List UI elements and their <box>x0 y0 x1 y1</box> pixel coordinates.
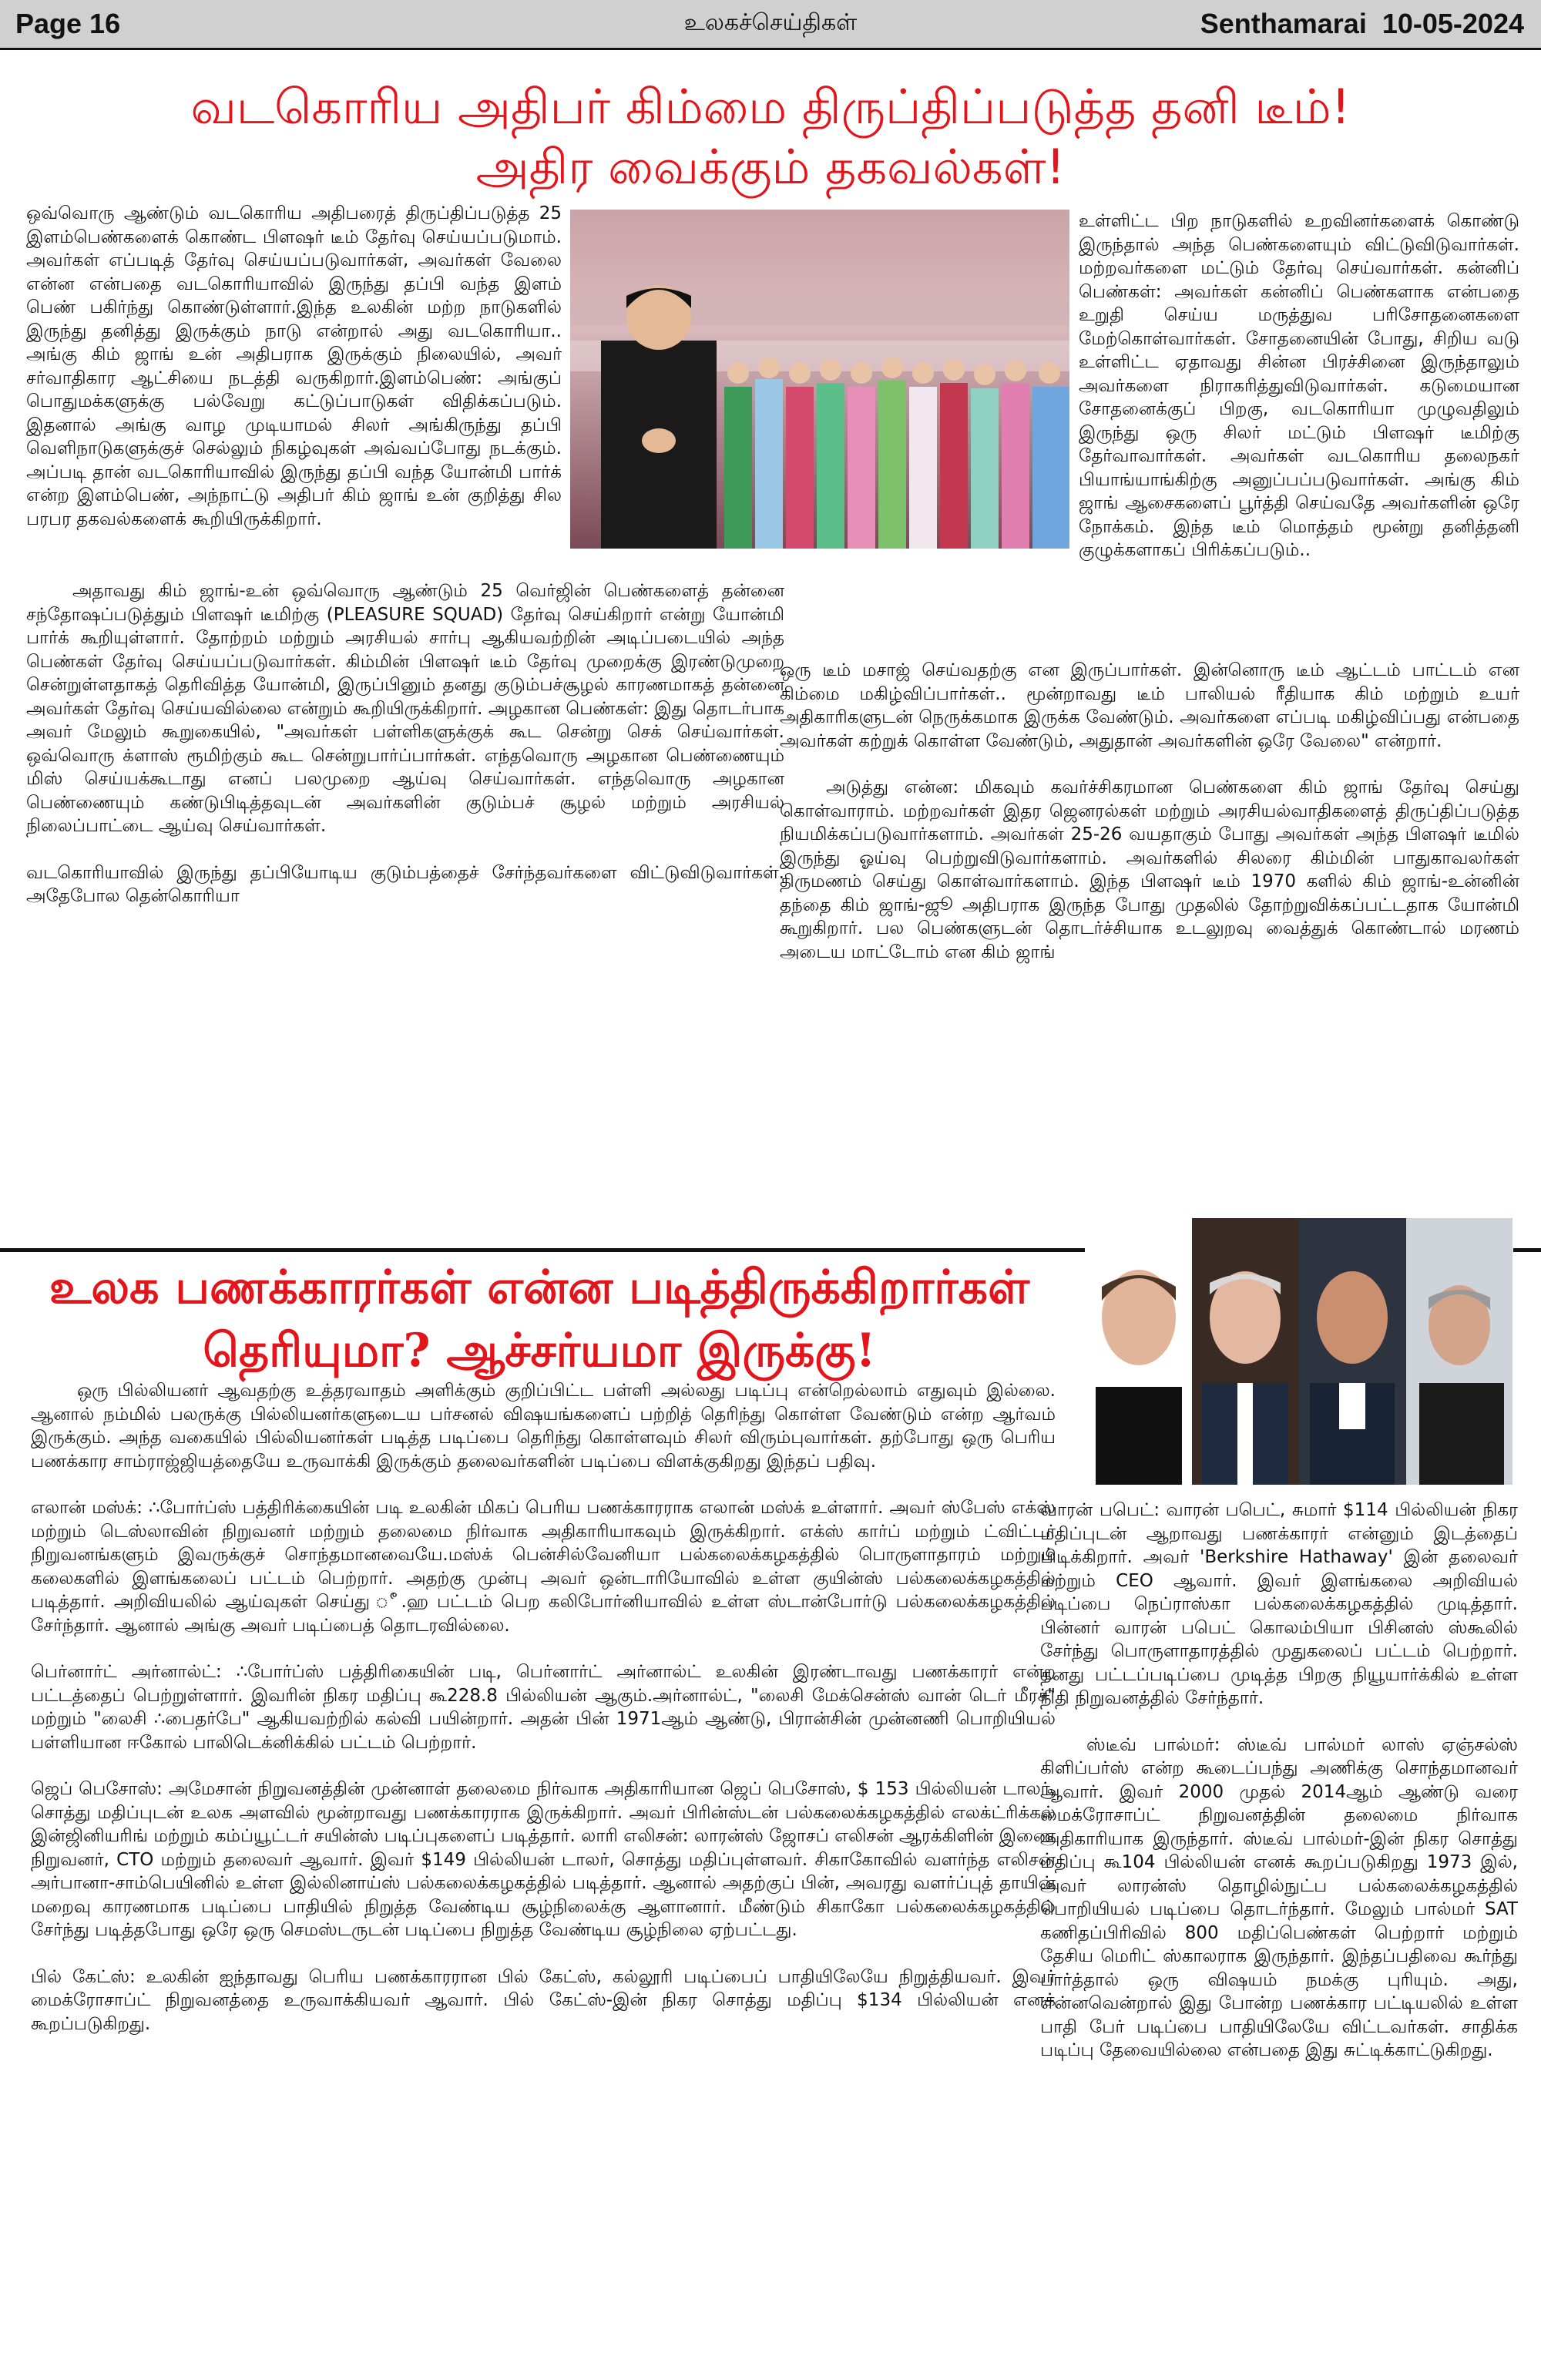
article2-paragraph: ஒரு பில்லியனர் ஆவதற்கு உத்தரவாதம் அளிக்கும் குறிப்பிட்ட பள்ளி அல்லது படிப்பு என்றெல்லாம் எதுவும் இல்லை. ஆனால் நம்மில் பலருக்கு பில்லியனர்களுடைய பர்சனல் விஷயங்களைப் பற்றித் தெரிந்து கொள்ள வேண்டும் என்ற ஆர்வம் இருக்கும். அந்த வகையில் பில்லியனர்கள் படித்த படிப்பை தெரிந்து கொள்ளவும் சிலர் விரும்புவார்கள். தற்போது ஒரு பெரிய பணக்கார சாம்ராஜ்ஜியத்தையே உருவாக்கி இருக்கும் தலைவர்களின் படிப்பை விளக்குகிறது இந்தப் பதிவு. <box>31 1381 1056 1472</box>
article2-paragraph: வாரன் பபெட்: வாரன் பபெட், சுமார் $114 பில்லியன் நிகர மதிப்புடன் ஆறாவது பணக்காரர் என்னும் இடத்தைப் பிடிக்கிறார். அவர் 'Berkshire Hathaway' இன் தலைவர் மற்றும் CEO ஆவார். இவர் இளங்கலை அறிவியல் படிப்பை நெப்ராஸ்கா பல்கலைக்கழகத்தில் முடித்தார். பின்னர் வாரன் பபெட் கொலம்பியா பிசினஸ் ஸ்கூலில் சேர்ந்து பொருளாதாரத்தில் முதுகலைப் பட்டம் பெற்றார். தனது பட்டப்படிப்பை முடித்த பிறகு நியூயார்க்கில் உள்ள நிதி நிறுவனத்தில் சேர்ந்தார். <box>1040 1500 1518 1708</box>
article1-paragraph: வடகொரியாவில் இருந்து தப்பியோடிய குடும்பத்தைச் சேர்ந்தவர்களை விட்டுவிடுவார்கள். அதேபோல தென்கொரியா <box>26 862 784 906</box>
article2-paragraph: பில் கேட்ஸ்: உலகின் ஐந்தாவது பெரிய பணக்காரரான பில் கேட்ஸ், கல்லூரி படிப்பைப் பாதியிலேயே நிறுத்தியவர். இவர் மைக்ரோசாப்ட் நிறுவனத்தை உருவாக்கியவர் ஆவார். பில் கேட்ஸ்-இன் நிகர சொத்து மதிப்பு $134 பில்லியன் எனக் கூறப்படுகிறது. <box>31 1966 1056 2034</box>
paper-name: Senthamarai <box>1200 8 1367 39</box>
billionaires-portraits-illustration <box>1085 1217 1513 1485</box>
article1-paragraph: உள்ளிட்ட பிற நாடுகளில் உறவினர்களைக் கொண்டு இருந்தால் அந்த பெண்களையும் விட்டுவிடுவார்கள். மற்றவர்களை மட்டும் தேர்வு செய்வார்கள். கன்னிப் பெண்கள்: அவர்கள் கன்னிப் பெண்களாக என்பதை உறுதி செய்ய மருத்துவ பரிசோதனைகளை மேற்கொள்வார்கள். சோதனையின் போது, சிறிய வடு உள்ளிட்ட ஏதாவது சின்ன பிரச்சினை இருந்தாலும் அவர்களை நிராகரித்துவிடுவார்கள். கடுமையான சோதனைக்குப் பிறகு, வடகொரியா முழுவதிலும் இருந்து ஒரு சிலர் மட்டும் பிளஷர் டீமிற்கு தேர்வாவார்கள். அவர்கள் வடகொரிய தலைநகர் பியாங்யாங்கிற்கு அனுப்பப்படுவார்கள். அங்கு கிம் ஜாங் ஆசைகளைப் பூர்த்தி செய்வதே அவர்களின் ஒரே நோக்கம். இந்த டீம் மொத்தம் மூன்று தனித்தனி குழுக்களாகப் பிரிக்கப்படும்.. <box>1079 211 1519 560</box>
article2-paragraph: பெர்னார்ட் அர்னால்ட்: ∴போர்ப்ஸ் பத்திரிகையின் படி, பெர்னார்ட் அர்னால்ட் உலகின் இரண்டாவது பணக்காரர் என்ற பட்டத்தைப் பெற்றுள்ளார். இவரின் நிகர மதிப்பு கூ228.8 பில்லியன் ஆகும்.அர்னால்ட், "லைசி மேக்சென்ஸ் வான் டெர் மீரச்" மற்றும் "லைசி ∴பைதர்பே" ஆகியவற்றில் கல்வி பயின்றார். அதன் பின் 1971ஆம் ஆண்டு, பிரான்சின் முன்னணி பொறியியல் பள்ளியான ஈகோல் பாலிடெக்னிக்கில் பட்டம் பெற்றார். <box>31 1662 1056 1753</box>
article2-paragraph: ஸ்டீவ் பால்மர்: ஸ்டீவ் பால்மர் லாஸ் ஏஞ்சல்ஸ் கிளிப்பர்ஸ் என்ற கூடைப்பந்து அணிக்கு சொந்தமானவர் ஆவார். இவர் 2000 முதல் 2014ஆம் ஆண்டு வரை மைக்ரோசாப்ட் நிறுவனத்தின் தலைமை நிர்வாக அதிகாரியாக இருந்தார். ஸ்டீவ் பால்மர்-இன் நிகர சொத்து மதிப்பு கூ104 பில்லியன் எனக் கூறப்படுகிறது 1973 இல், அவர் லாரன்ஸ் தொழில்நுட்ப பல்கலைக்கழகத்தில் பொறியியல் படிப்பை தொடர்ந்தார். மேலும் பால்மர் SAT கணிதப்பிரிவில் 800 மதிப்பெண்கள் பெற்றார் மற்றும் தேசிய மெரிட் ஸ்காலராக இருந்தார். இந்தப்பதிவை கூர்ந்து பார்த்தால் ஒரு விஷயம் நமக்கு புரியும். அது, என்னவென்றால் இது போன்ற பணக்கார பட்டியலில் உள்ள பாதி பேர் படிப்பை பாதியிலேயே விட்டவர்கள். சாதிக்க படிப்பு தேவையில்லை என்பதை இது சுட்டிக்காட்டுகிறது. <box>1040 1734 1518 2060</box>
article2-side-column <box>1040 1499 1518 2373</box>
article1-paragraph: அதாவது கிம் ஜாங்-உன் ஒவ்வொரு ஆண்டும் 25 வெர்ஜின் பெண்களைத் தன்னை சந்தோஷப்படுத்தும் பிளஷர் டீமிற்கு (PLEASURE SQUAD) தேர்வு செய்கிறார் என்று யோன்மி பார்க் கூறியுள்ளார். தோற்றம் மற்றும் அரசியல் சார்பு ஆகியவற்றின் அடிப்படையில் அந்த பெண்கள் தேர்வு செய்யப்படுவார்கள். கிம்மின் பிளஷர் டீம் தேர்வு முறைக்கு இரண்டுமுறை சென்றுள்ளதாகத் தெரிவித்த யோன்மி, இருப்பினும் தனது குடும்பச்சூழல் காரணமாகத் தன்னை அவர்கள் தேர்வு செய்யவில்லை என்றும் கூறியிருக்கிறார். அழகான பெண்கள்: இது தொடர்பாக அவர் மேலும் கூறுகையில், "அவர்கள் பள்ளிகளுக்குக் கூட சென்று செக் செய்வார்கள். ஒவ்வொரு க்ளாஸ் ரூமிற்கும் கூட சென்றுபார்ப்பார்கள். எந்தவொரு அழகான பெண்ணையும் மிஸ் செய்யக்கூடாது எனப் பலமுறை ஆய்வு செய்வார்கள். எந்தவொரு அழகான பெண்ணையும் கண்டுபிடித்தவுடன் அவர்களின் குடும்பச் சூழல் மற்றும் அரசியல் நிலைப்பாட்டை ஆய்வு செய்வார்கள். <box>26 581 784 836</box>
article1-paragraph: ஒரு டீம் மசாஜ் செய்வதற்கு என இருப்பார்கள். இன்னொரு டீம் ஆட்டம் பாட்டம் என கிம்மை மகிழ்விப்பார்கள்.. மூன்றாவது டீம் பாலியல் ரீதியாக கிம் மற்றும் உயர் அதிகாரிகளுடன் நெருக்கமாக இருக்க வேண்டும். அவர்களை எப்படி மகிழ்விப்பது என்பதை அவர்கள் கற்றுக் கொள்ள வேண்டும், அதுதான் அவர்களின் ஒரே வேலை" என்றார். <box>780 660 1519 751</box>
article2-headline <box>31 1256 1048 1382</box>
article1-headline-line1: வடகொரிய அதிபர் கிம்மை திருப்திப்படுத்த தனி டீம்! <box>190 79 1351 135</box>
article1-headline-line2: அதிர வைக்கும் தகவல்கள்! <box>475 139 1066 195</box>
page-number: Page 16 <box>15 8 121 39</box>
article1-paragraph: அடுத்து என்ன: மிகவும் கவர்ச்சிகரமான பெண்களை கிம் ஜாங் தேர்வு செய்து கொள்வாராம். மற்றவர்கள் இதர ஜெனரல்கள் மற்றும் அரசியல்வாதிகளைத் திருப்திப்படுத்த நியமிக்கப்படுவார்களாம். அவர்கள் 25-26 வயதாகும் போது அவர்கள் அந்த பிளஷர் டீமில் இருந்து ஓய்வு பெற்றுவிடுவார்களாம். அவர்களில் சிலரை கிம்மின் பாதுகாவலர்கள் திருமணம் செய்து கொள்வார்களாம். இந்த பிளஷர் டீம் 1970 களில் கிம் ஜாங்-உன்னின் தந்தை கிம் ஜாங்-ஜூ அதிபராக இருந்த போது முதலில் தோற்றுவிக்கப்பட்டதாக யோன்மி கூறுகிறார். பல பெண்களுடன் தொடர்ச்சியாக உடலுறவு வைத்துக் கொண்டால் மரணம் அடைய மாட்டோம் என கிம் ஜாங் <box>780 777 1519 962</box>
article2-paragraph: எலான் மஸ்க்: ∴போர்ப்ஸ் பத்திரிக்கையின் படி உலகின் மிகப் பெரிய பணக்காரராக எலான் மஸ்க் உள்ளார். அவர் ஸ்பேஸ் எக்ஸ் மற்றும் டெஸ்லாவின் நிறுவனர் மற்றும் தலைமை நிர்வாக அதிகாரியாகவும் இருக்கிறார். எக்ஸ் கார்ப் மற்றும் ட்விட்டர் நிறுவனங்களும் இவருக்குச் சொந்தமானவையே.மஸ்க் பென்சில்வேனியா பல்கலைக்கழகத்தில் பொருளாதாரம் மற்றும் கலைகளில் இளங்கலைப் பட்டம் பெற்றார். அதற்கு முன்பு அவர் ஒன்டாரியோவில் உள்ள குயின்ஸ் பல்கலைக்கழகத்தில் படித்தார். அறிவியலில் ஆய்வுகள் செய்து ீ.ஹ பட்டம் பெற கலிபோர்னியாவில் உள்ள ஸ்டான்போர்டு பல்கலைக்கழகத்தில் சேர்ந்தார். ஆனால் அங்கு அவர் படிப்பைத் தொடரவில்லை. <box>31 1498 1056 1636</box>
article1-headline <box>23 77 1518 197</box>
article2-headline-line2: தெரியுமா? ஆச்சர்யமா இருக்கு! <box>203 1324 876 1378</box>
kim-jong-un-group-photo <box>570 210 1069 549</box>
article1-lead-text <box>26 202 562 556</box>
billionaires-portraits-photo <box>1085 1217 1513 1485</box>
article1-paragraph: ஒவ்வொரு ஆண்டும் வடகொரிய அதிபரைத் திருப்திப்படுத்த 25 இளம்பெண்களைக் கொண்ட பிளஷர் டீம் தேர்வு செய்யப்படுமாம். அவர்கள் எப்படித் தேர்வு செய்யப்படுவார்கள், அவர்கள் வேலை என்ன என்பதை வடகொரியாவில் இருந்து தப்பி வந்த இளம் பெண் பகிர்ந்து கொண்டுள்ளார்.இந்த உலகின் மற்ற நாடுகளில் இருந்து தனித்து இருக்கும் நாடு என்றால் அது வடகொரியா.. அங்கு கிம் ஜாங் உன் அதிபராக இருக்கும் நிலையில், அவர் சர்வாதிகார ஆட்சியை நடத்தி வருகிறார்.இளம்பெண்: அங்குப் பொதுமக்களுக்கு பல்வேறு கட்டுப்பாடுகள் விதிக்கப்படும். இதனால் அங்கு வாழ முடியாமல் சிலர் அங்கிருந்து தப்பி வெளிநாடுகளுக்குச் செல்லும் நிகழ்வுகள் அவ்வப்போது நடக்கும். அப்படி தான் வடகொரியாவில் இருந்து தப்பி வந்த யோன்மி பார்க் என்ற இளம்பெண், அந்நாட்டு அதிபர் கிம் ஜாங் உன் குறித்து சில பரபர தகவல்களைக் கூறியிருக்கிறார். <box>26 203 562 529</box>
article2-paragraph: ஜெப் பெசோஸ்: அமேசான் நிறுவனத்தின் முன்னாள் தலைமை நிர்வாக அதிகாரியான ஜெப் பெசோஸ், $ 153 பில்லியன் டாலர், சொத்து மதிப்புடன் உலக அளவில் மூன்றாவது பணக்காரராக இருக்கிறார். அவர் பிரின்ஸ்டன் பல்கலைக்கழகத்தில் எலக்ட்ரிக்கல் இன்ஜினியரிங் மற்றும் கம்ப்யூட்டர் சயின்ஸ் படிப்புகளைப் படித்தார். லாரி எலிசன்: லாரன்ஸ் ஜோசப் எலிசன் ஆரக்கிளின் இணை நிறுவனர், CTO மற்றும் தலைவர் ஆவார். இவர் $149 பில்லியன் டாலர், சொத்து மதிப்புள்ளவர். சிகாகோவில் வளர்ந்த எலிசன் அர்பானா-சாம்பெயினில் உள்ள இல்லினாய்ஸ் பல்கலைக்கழகத்தில் படித்தார். ஆனால் அதற்குப் பின், அவரது வளர்ப்புத் தாயின் மறைவு காரணமாக படிப்பை பாதியில் நிறுத்த வேண்டிய சூழ்நிலைக்கு ஆளானார். மீண்டும் சிகாகோ பல்கலைக்கழகத்தில் சேர்ந்து படித்தபோது ஒரே ஒரு செமஸ்டருடன் படிப்பை நிறுத்த வேண்டிய சூழ்நிலை ஏற்பட்டது. <box>31 1779 1056 1940</box>
article1-right-wrap <box>1079 210 1519 595</box>
page-header <box>0 0 1541 50</box>
paper-name-date <box>1200 8 1524 40</box>
article1-right-column <box>780 659 1519 1244</box>
kim-photo-illustration <box>570 210 1069 549</box>
article2-main-column <box>31 1379 1056 2373</box>
section-title: உலகச்செய்திகள் <box>683 9 858 36</box>
article2-headline-line1: உலக பணக்காரர்கள் என்ன படித்திருக்கிறார்கள் <box>49 1260 1030 1314</box>
issue-date: 10-05-2024 <box>1382 8 1524 39</box>
